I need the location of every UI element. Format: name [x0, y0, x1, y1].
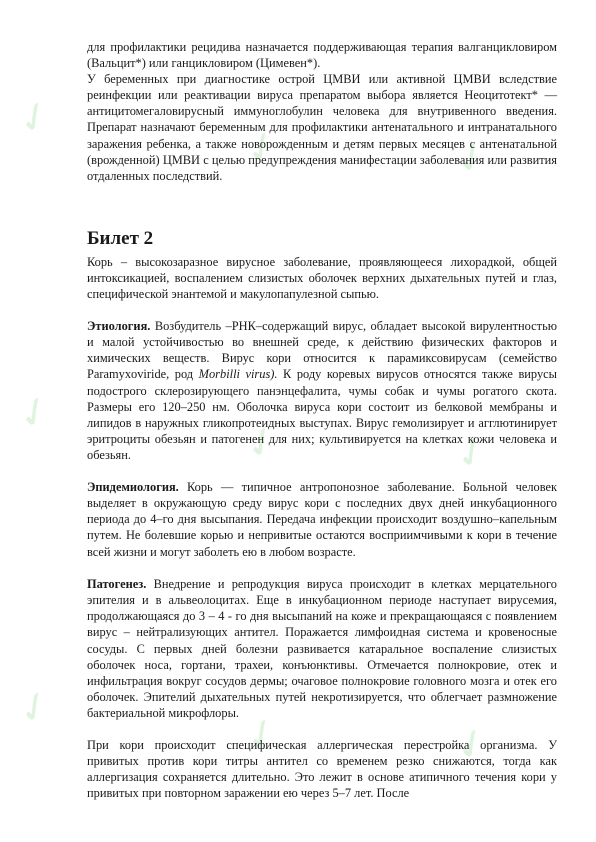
section-epidemiology — [87, 479, 557, 560]
section-etiology — [87, 318, 557, 463]
pathogenesis-label: Патогенез. — [87, 577, 147, 591]
pathogenesis-text: Внедрение и репродукция вируса происходит в клетках мерцательного эпителия и в альвеолоцитах. Еще в инкубационном периоде наступает вирусемия, продолжающаяся до 3 – 4 - го дня высыпаний на коже и прекращающаяся с появлением вирус – нейтрализующих антител. Поражается лимфоидная система и кровеносные сосуды. С первых дней болезни развивается катаральное воспаление слизистых оболочек носа, гортани, трахеи, конъюнктивы. Отмечается полнокровие, отек и инфильтрация вокруг сосудов дермы; очаговое полнокровие головного мозга и отек его оболочек. Эпителий дыхательных путей некротизируется, что облегчает размножение бактериальной микрофлоры. — [87, 577, 557, 721]
epidemiology-text: Корь — типичное антропонозное заболевание. Больной человек выделяет в окружающую среду вирус кори с последних двух дней инкубационного периода до 4–го дня высыпания. Передача инфекции происходит воздушно–капельным путем. Не болевшие корью и непривитые остаются восприимчивыми к кори в течение всей жизни и могут заболеть ею в любом возрасте. — [87, 480, 557, 559]
etiology-text-continued: К роду коревых вирусов относятся также вирусы подострого склерозирующего панэнцефалита, чумы собак и чумы рогатого скота. Размеры его 120–250 нм. Оболочка вируса кори состоит из белковой мембраны и липидов в наружных гликопротеидных выступах. Вирус гемолизирует и агглютинирует эритроциты обезьян и патогенен для них; культивируется на клетках кожи человека и обезьян. — [87, 367, 557, 463]
paragraph-allergic-restructuring: При кори происходит специфическая аллергическая перестройка организма. У привитых против кори титры антител со временем резко снижаются, тогда как аллергизация сохраняется длительно. Это лежит в основе атипичного течения кори у привитых при повторном заражении ею через 5–7 лет. После — [87, 738, 557, 801]
etiology-text: Возбудитель –РНК–содержащий вирус, обладает высокой вирулентностью и малой устойчивостью во внешней среде, к действию физических факторов и химических веществ. Вирус кори относится к парамиксовирусам (семейство Paramyxoviride, род — [87, 319, 557, 382]
section-pathogenesis — [87, 576, 557, 721]
watermark-mark: ✓ — [9, 384, 61, 442]
watermark-mark: ✓ — [9, 89, 61, 147]
watermark-mark: ✓ — [236, 119, 288, 177]
paragraph-measles-definition: Корь – высокозаразное вирусное заболевание, проявляющееся лихорадкой, общей интоксикацией, воспалением слизистых оболочек верхних дыхательных путей и глаз, специфической энантемой и макулопапулезной сыпью. — [87, 255, 557, 302]
watermark-mark: ✓ — [446, 424, 498, 482]
watermark-mark: ✓ — [446, 716, 498, 774]
etiology-label: Этиология. — [87, 319, 151, 333]
watermark-mark: ✓ — [236, 414, 288, 472]
etiology-genus: Morbilli virus). — [198, 367, 278, 382]
epidemiology-label: Эпидемиология. — [87, 480, 179, 494]
watermark-mark: ✓ — [9, 679, 61, 737]
paragraph-pregnancy-treatment: У беременных при диагностике острой ЦМВИ или активной ЦМВИ вследствие реинфекции или реактивации вируса препаратом выбора является Неоцитотект* — антицитомегаловирусный иммуноглобулин человека для внутривенного введения. Препарат назначают беременным для профилактики антенатального и интранатального заражения ребенка, а также новорожденным и детям первых месяцев с антенатальной (врожденной) ЦМВИ с целью предупреждения манифестации заболевания или развития отдаленных последствий. — [87, 72, 557, 183]
watermark-mark: ✓ — [236, 706, 288, 764]
watermark-mark: ✓ — [446, 129, 498, 187]
paragraph-relapse-prevention: для профилактики рецидива назначается поддерживающая терапия валганцикловиром (Вальцит*) или ганцикловиром (Цимевен*). — [87, 40, 557, 71]
ticket-heading: Билет 2 — [87, 228, 154, 249]
